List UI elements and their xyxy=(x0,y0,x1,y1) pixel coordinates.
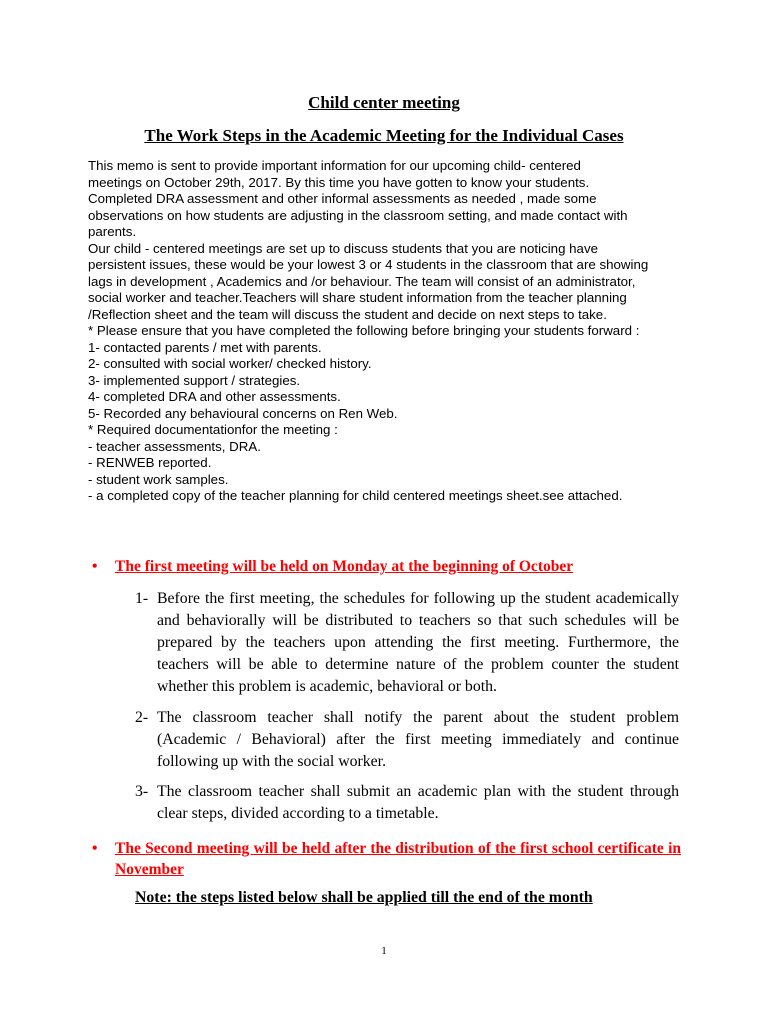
memo-line: Completed DRA assessment and other informal assessments as needed , made some xyxy=(88,191,597,206)
memo-line: observations on how students are adjusting in the classroom setting, and made contact with xyxy=(88,207,628,223)
memo-line: - RENWEB reported. xyxy=(88,455,212,470)
memo-line: 1- contacted parents / met with parents. xyxy=(88,339,322,355)
step-item xyxy=(135,781,679,825)
second-meeting-heading xyxy=(92,838,681,880)
step-item xyxy=(135,707,679,773)
memo-line: 5- Recorded any behavioural concerns on Ren Web. xyxy=(88,405,398,421)
memo-line: meetings on October 29th, 2017. By this time you have gotten to know your students. xyxy=(88,174,590,190)
memo-line: /Reflection sheet and the team will discuss the student and decide on next steps to take. xyxy=(88,306,607,322)
document-title: Child center meeting xyxy=(308,93,460,112)
note-text: Note: the steps listed below shall be applied till the end of the month xyxy=(135,889,593,906)
bullet-icon: • xyxy=(92,558,98,575)
memo-line: parents. xyxy=(88,224,137,239)
memo-line: * Please ensure that you have completed the following before bringing your students forward : xyxy=(88,323,640,338)
bullet-icon: • xyxy=(92,840,98,857)
memo-line: social worker and teacher.Teachers will share student information from the teacher planning xyxy=(88,290,627,305)
step-number: 3- xyxy=(135,783,149,800)
step-text: Before the first meeting, the schedules for following up the student academically and behaviorally will be distributed to teachers so that such schedules will be prepared by the teachers upon attending the first meeting. Furthermore, the teachers will be able to determine nature of the problem counter the student whether this problem is academic, behavioral or both. xyxy=(157,590,679,695)
step-text: The classroom teacher shall submit an academic plan with the student through clear steps, divided according to a timetable. xyxy=(157,783,679,822)
memo-line: 2- consulted with social worker/ checked history. xyxy=(88,356,372,371)
memo-line: * Required documentationfor the meeting : xyxy=(88,422,338,437)
first-meeting-text: The first meeting will be held on Monday at the beginning of October xyxy=(115,558,574,575)
memo-line: 4- completed DRA and other assessments. xyxy=(88,389,341,404)
first-meeting-heading xyxy=(92,556,675,577)
memo-line: lags in development , Academics and /or behaviour. The team will consist of an administrator, xyxy=(88,273,636,289)
memo-line: persistent issues, these would be your lowest 3 or 4 students in the classroom that are showing xyxy=(88,257,649,272)
step-number: 1- xyxy=(135,590,149,607)
memo-line: 3- implemented support / strategies. xyxy=(88,372,301,388)
second-meeting-text: The Second meeting will be held after the distribution of the first school certificate in November xyxy=(115,840,681,878)
step-item xyxy=(135,588,679,698)
memo-line: - teacher assessments, DRA. xyxy=(88,438,261,454)
memo-line: This memo is sent to provide important information for our upcoming child- centered xyxy=(88,158,581,173)
step-number: 2- xyxy=(135,709,149,726)
page-number: 1 xyxy=(381,945,387,957)
memo-line: - student work samples. xyxy=(88,471,229,487)
memo-body xyxy=(88,158,688,505)
memo-line: - a completed copy of the teacher planning for child centered meetings sheet.see attached. xyxy=(88,488,623,503)
memo-line: Our child - centered meetings are set up to discuss students that you are noticing have xyxy=(88,240,598,256)
step-text: The classroom teacher shall notify the parent about the student problem (Academic / Behavioral) after the first meeting immediately and continue following up with the social worker. xyxy=(157,709,679,770)
document-subtitle: The Work Steps in the Academic Meeting for the Individual Cases xyxy=(144,126,624,145)
